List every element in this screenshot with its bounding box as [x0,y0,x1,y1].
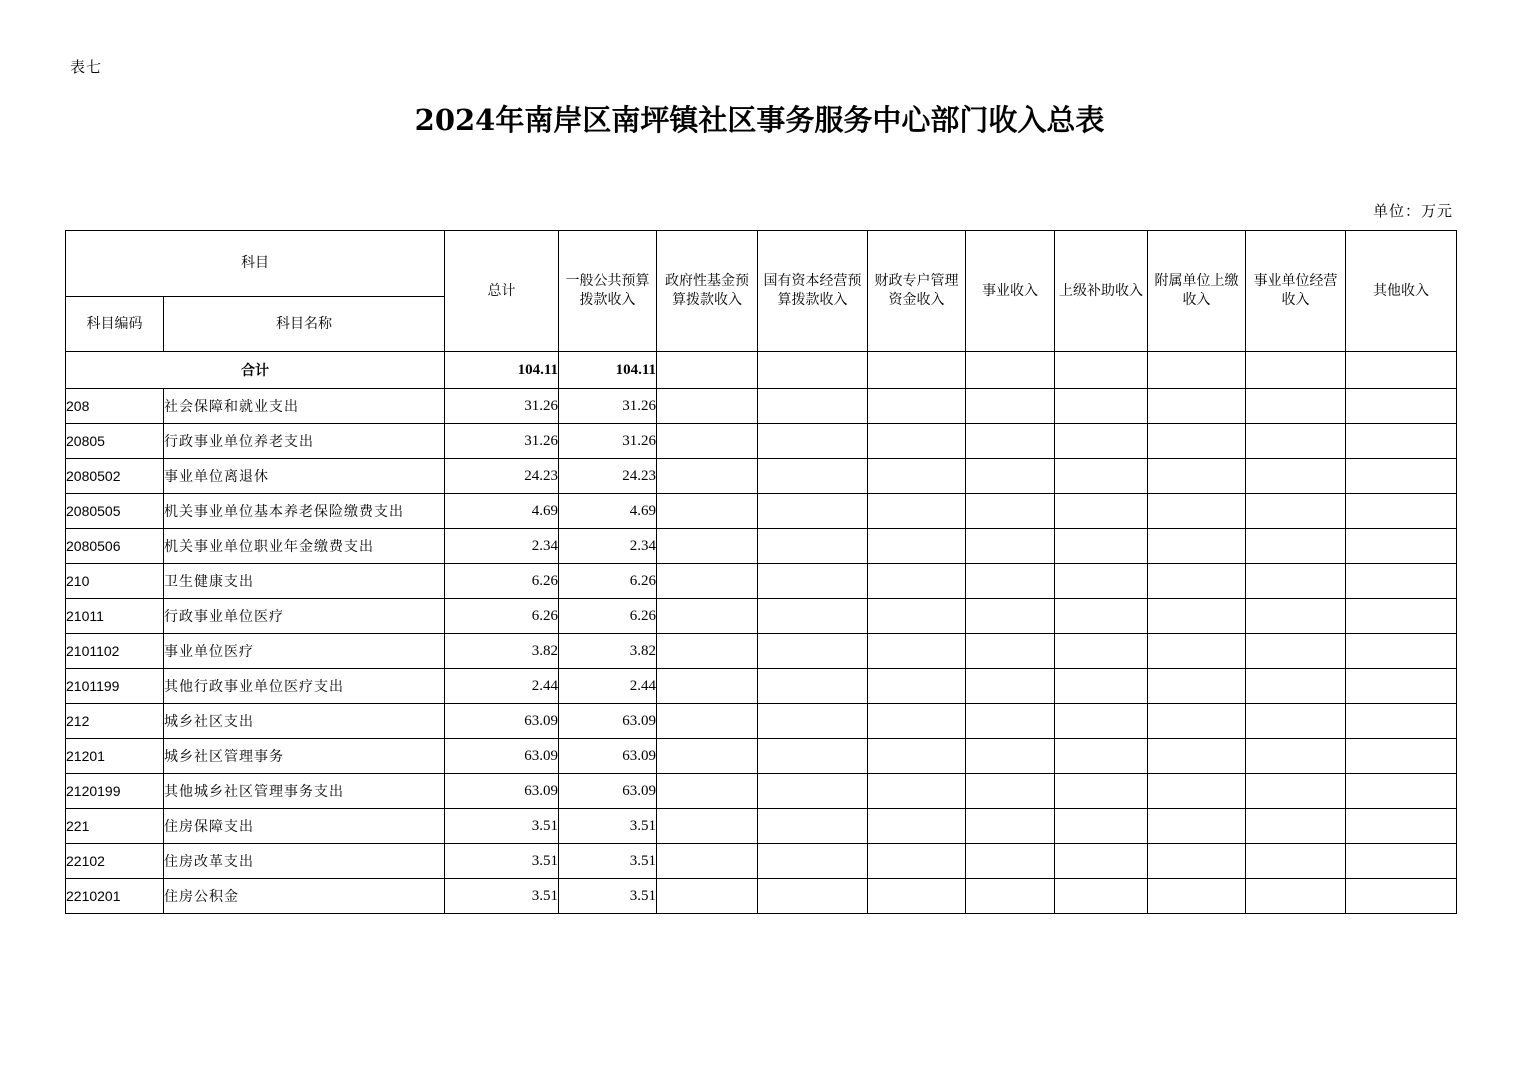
empty-cell [758,634,868,669]
total-cell: 63.09 [445,774,559,809]
empty-cell [966,564,1055,599]
empty-cell [758,739,868,774]
empty-cell [1055,704,1148,739]
empty-cell [1246,564,1346,599]
empty-cell [1148,529,1246,564]
header-general-budget: 一般公共预算拨款收入 [559,231,657,352]
total-cell: 24.23 [445,459,559,494]
empty-cell [1055,599,1148,634]
empty-cell [1055,774,1148,809]
empty-cell [966,669,1055,704]
empty-cell [1055,352,1148,389]
table-row [66,704,1457,739]
empty-cell [657,634,758,669]
subject-name-cell: 城乡社区支出 [164,704,445,739]
empty-cell [868,774,966,809]
empty-cell [1346,844,1457,879]
empty-cell [1346,704,1457,739]
empty-cell [758,669,868,704]
empty-cell [1148,704,1246,739]
empty-cell [1055,634,1148,669]
empty-cell [868,564,966,599]
empty-cell [1148,739,1246,774]
empty-cell [1246,529,1346,564]
empty-cell [1246,844,1346,879]
general-budget-cell: 2.34 [559,529,657,564]
empty-cell [1246,494,1346,529]
table-row [66,669,1457,704]
empty-cell [966,774,1055,809]
subject-code-cell: 2080505 [66,494,164,529]
empty-cell [657,389,758,424]
subject-name-cell: 事业单位医疗 [164,634,445,669]
empty-cell [1246,774,1346,809]
empty-cell [1148,634,1246,669]
empty-cell [1346,529,1457,564]
empty-cell [966,459,1055,494]
empty-cell [1148,352,1246,389]
general-budget-cell: 63.09 [559,704,657,739]
income-summary-table [65,230,1457,914]
empty-cell [966,352,1055,389]
subject-code-cell: 2101102 [66,634,164,669]
empty-cell [966,494,1055,529]
table-row [66,494,1457,529]
total-cell: 2.34 [445,529,559,564]
total-label: 合计 [66,352,445,389]
empty-cell [868,599,966,634]
table-row [66,739,1457,774]
empty-cell [1346,564,1457,599]
total-cell: 63.09 [445,739,559,774]
empty-cell [1148,599,1246,634]
header-gov-fund: 政府性基金预算拨款收入 [657,231,758,352]
table-row [66,599,1457,634]
empty-cell [758,424,868,459]
empty-cell [657,704,758,739]
header-fiscal-special: 财政专户管理资金收入 [868,231,966,352]
subject-name-cell: 机关事业单位职业年金缴费支出 [164,529,445,564]
general-budget-cell: 3.82 [559,634,657,669]
header-other: 其他收入 [1346,231,1457,352]
table-row [66,389,1457,424]
empty-cell [657,424,758,459]
empty-cell [657,879,758,914]
empty-cell [868,634,966,669]
empty-cell [758,529,868,564]
header-name: 科目名称 [164,297,445,352]
empty-cell [868,704,966,739]
subject-name-cell: 行政事业单位医疗 [164,599,445,634]
empty-cell [1346,669,1457,704]
empty-cell [1246,599,1346,634]
header-affiliated: 附属单位上缴收入 [1148,231,1246,352]
empty-cell [1246,704,1346,739]
empty-cell [657,844,758,879]
empty-cell [1055,564,1148,599]
empty-cell [1148,459,1246,494]
general-budget-cell: 31.26 [559,424,657,459]
general-budget-cell: 3.51 [559,879,657,914]
empty-cell [758,389,868,424]
empty-cell [758,844,868,879]
empty-cell [657,739,758,774]
table-row [66,774,1457,809]
general-budget-cell: 4.69 [559,494,657,529]
empty-cell [1148,564,1246,599]
empty-cell [868,739,966,774]
subject-name-cell: 事业单位离退休 [164,459,445,494]
empty-cell [1346,739,1457,774]
table-row [66,529,1457,564]
empty-cell [657,459,758,494]
empty-cell [966,809,1055,844]
empty-cell [1055,879,1148,914]
empty-cell [868,809,966,844]
subject-name-cell: 住房保障支出 [164,809,445,844]
empty-cell [1055,809,1148,844]
subject-code-cell: 2101199 [66,669,164,704]
empty-cell [868,389,966,424]
general-budget-cell: 6.26 [559,599,657,634]
table-row [66,634,1457,669]
subject-code-cell: 22102 [66,844,164,879]
subject-code-cell: 208 [66,389,164,424]
subject-name-cell: 住房公积金 [164,879,445,914]
empty-cell [1346,809,1457,844]
empty-cell [1246,879,1346,914]
subject-name-cell: 其他行政事业单位医疗支出 [164,669,445,704]
header-business: 事业收入 [966,231,1055,352]
general-budget-cell: 31.26 [559,389,657,424]
empty-cell [1246,809,1346,844]
empty-cell [1148,389,1246,424]
subject-code-cell: 212 [66,704,164,739]
empty-cell [1055,389,1148,424]
total-cell: 31.26 [445,389,559,424]
empty-cell [1346,352,1457,389]
empty-cell [657,352,758,389]
total-general-budget-cell: 104.11 [559,352,657,389]
total-cell: 3.82 [445,634,559,669]
general-budget-cell: 3.51 [559,809,657,844]
empty-cell [868,669,966,704]
empty-cell [758,809,868,844]
total-row [66,352,1457,389]
subject-code-cell: 210 [66,564,164,599]
empty-cell [1246,459,1346,494]
empty-cell [1346,634,1457,669]
empty-cell [1246,389,1346,424]
header-state-capital: 国有资本经营预算拨款收入 [758,231,868,352]
page-title: 2024年南岸区南坪镇社区事务服务中心部门收入总表 [414,103,1105,137]
general-budget-cell: 3.51 [559,844,657,879]
subject-code-cell: 21011 [66,599,164,634]
empty-cell [1055,494,1148,529]
total-cell: 31.26 [445,424,559,459]
subject-code-cell: 2210201 [66,879,164,914]
header-operating: 事业单位经营收入 [1246,231,1346,352]
empty-cell [966,424,1055,459]
empty-cell [966,529,1055,564]
table-row [66,844,1457,879]
general-budget-cell: 63.09 [559,739,657,774]
subject-code-cell: 2080506 [66,529,164,564]
general-budget-cell: 63.09 [559,774,657,809]
empty-cell [868,459,966,494]
empty-cell [1346,599,1457,634]
empty-cell [1246,739,1346,774]
empty-cell [868,844,966,879]
empty-cell [1346,494,1457,529]
empty-cell [1148,879,1246,914]
empty-cell [868,352,966,389]
empty-cell [1346,424,1457,459]
empty-cell [868,494,966,529]
total-cell: 2.44 [445,669,559,704]
subject-code-cell: 20805 [66,424,164,459]
empty-cell [758,599,868,634]
total-cell: 104.11 [445,352,559,389]
empty-cell [657,774,758,809]
subject-code-cell: 21201 [66,739,164,774]
total-cell: 4.69 [445,494,559,529]
empty-cell [1055,669,1148,704]
empty-cell [657,529,758,564]
empty-cell [1055,424,1148,459]
empty-cell [966,879,1055,914]
table-number: 表七 [70,58,103,76]
empty-cell [1246,352,1346,389]
empty-cell [758,704,868,739]
subject-name-cell: 卫生健康支出 [164,564,445,599]
empty-cell [758,352,868,389]
subject-name-cell: 行政事业单位养老支出 [164,424,445,459]
unit-label: 单位：万元 [1372,202,1453,220]
empty-cell [1055,844,1148,879]
header-superior-subsidy: 上级补助收入 [1055,231,1148,352]
table-row [66,424,1457,459]
subject-name-cell: 城乡社区管理事务 [164,739,445,774]
header-total: 总计 [445,231,559,352]
general-budget-cell: 6.26 [559,564,657,599]
empty-cell [657,494,758,529]
empty-cell [758,459,868,494]
empty-cell [966,844,1055,879]
total-cell: 3.51 [445,844,559,879]
table-row [66,564,1457,599]
empty-cell [1346,774,1457,809]
subject-code-cell: 2080502 [66,459,164,494]
subject-name-cell: 其他城乡社区管理事务支出 [164,774,445,809]
total-cell: 6.26 [445,599,559,634]
empty-cell [1246,634,1346,669]
empty-cell [657,564,758,599]
subject-code-cell: 2120199 [66,774,164,809]
total-cell: 3.51 [445,809,559,844]
subject-name-cell: 机关事业单位基本养老保险缴费支出 [164,494,445,529]
empty-cell [1055,529,1148,564]
table-row [66,879,1457,914]
empty-cell [868,879,966,914]
empty-cell [966,634,1055,669]
subject-code-cell: 221 [66,809,164,844]
empty-cell [868,424,966,459]
empty-cell [1346,879,1457,914]
empty-cell [966,599,1055,634]
empty-cell [1148,669,1246,704]
empty-cell [1346,389,1457,424]
general-budget-cell: 2.44 [559,669,657,704]
empty-cell [1055,459,1148,494]
empty-cell [758,879,868,914]
subject-name-cell: 社会保障和就业支出 [164,389,445,424]
empty-cell [1246,669,1346,704]
total-cell: 63.09 [445,704,559,739]
empty-cell [1148,809,1246,844]
table-row [66,459,1457,494]
empty-cell [657,599,758,634]
empty-cell [1148,494,1246,529]
empty-cell [758,774,868,809]
empty-cell [758,564,868,599]
empty-cell [868,529,966,564]
total-cell: 6.26 [445,564,559,599]
general-budget-cell: 24.23 [559,459,657,494]
header-code: 科目编码 [66,297,164,352]
empty-cell [966,704,1055,739]
header-subject: 科目 [66,231,445,297]
empty-cell [966,389,1055,424]
empty-cell [1148,774,1246,809]
total-cell: 3.51 [445,879,559,914]
empty-cell [1148,424,1246,459]
empty-cell [1148,844,1246,879]
empty-cell [966,739,1055,774]
table-row [66,809,1457,844]
empty-cell [1055,739,1148,774]
empty-cell [758,494,868,529]
empty-cell [1346,459,1457,494]
empty-cell [1246,424,1346,459]
subject-name-cell: 住房改革支出 [164,844,445,879]
empty-cell [657,809,758,844]
empty-cell [657,669,758,704]
